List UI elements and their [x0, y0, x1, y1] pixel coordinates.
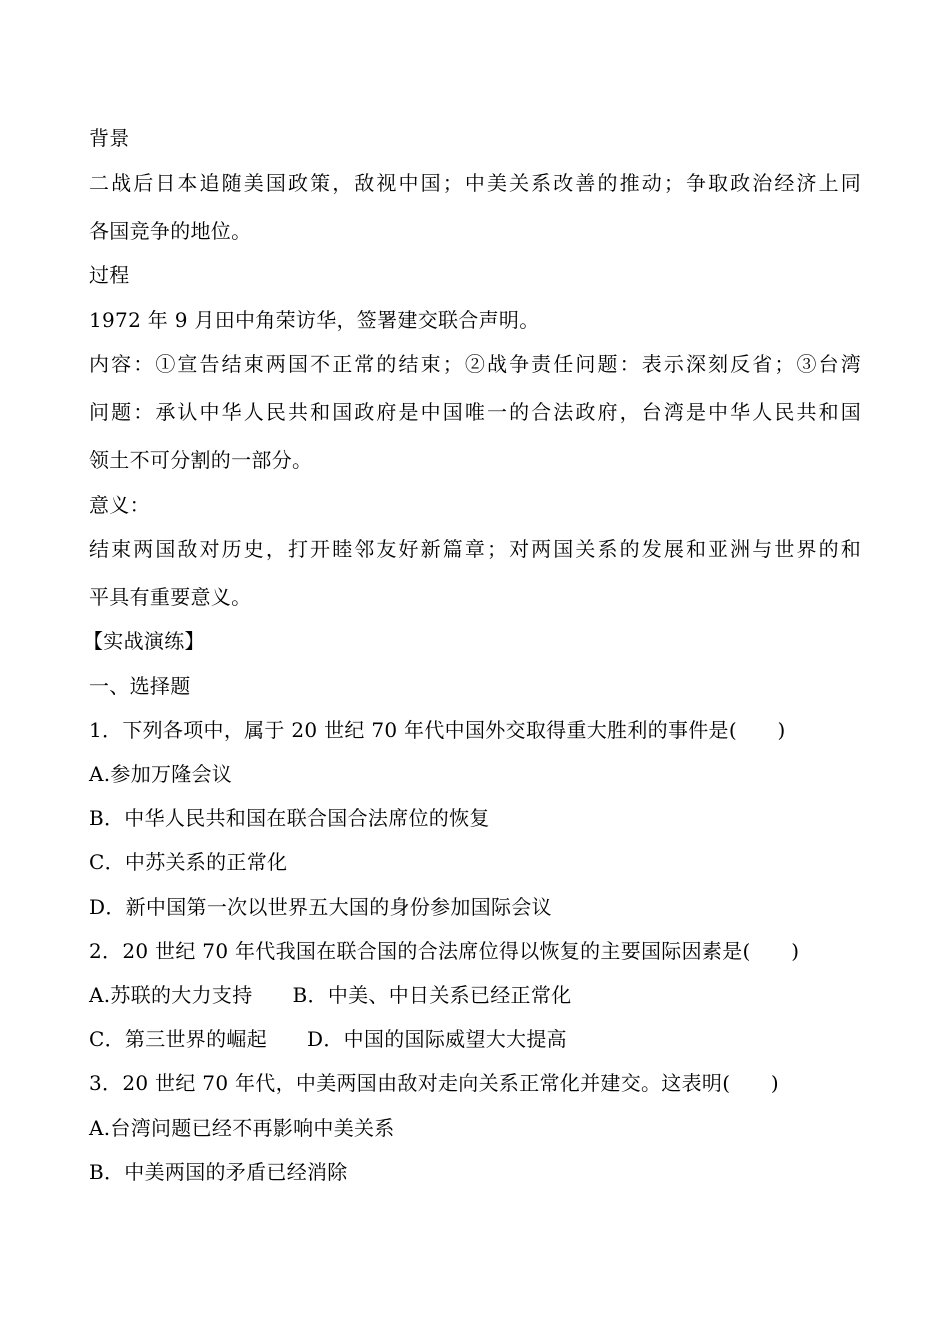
background-text-line-1: 二战后日本追随美国政策，敌视中国；中美关系改善的推动；争取政治经济上同	[89, 171, 861, 195]
question-2-option-c: C．第三世界的崛起	[89, 1027, 268, 1051]
question-2-option-a: A.苏联的大力支持	[89, 983, 253, 1007]
process-content-line-3: 领土不可分割的一部分。	[89, 448, 313, 472]
question-1-option-c: C．中苏关系的正常化	[89, 850, 288, 874]
significance-text-line-1: 结束两国敌对历史，打开睦邻友好新篇章；对两国关系的发展和亚洲与世界的和	[89, 537, 861, 561]
process-heading: 过程	[89, 263, 130, 287]
question-2-stem: 2．20 世纪 70 年代我国在联合国的合法席位得以恢复的主要国际因素是( )	[89, 939, 800, 963]
question-2-option-b: B．中美、中日关系已经正常化	[292, 983, 572, 1007]
process-content-line-1: 内容：①宣告结束两国不正常的结束；②战争责任问题：表示深刻反省；③台湾	[89, 352, 861, 376]
process-content-line-2: 问题：承认中华人民共和国政府是中国唯一的合法政府，台湾是中华人民共和国	[89, 400, 861, 424]
process-event: 1972 年 9 月田中角荣访华，签署建交联合声明。	[89, 308, 540, 332]
practice-title: 【实战演练】	[83, 629, 205, 653]
significance-heading: 意义：	[89, 493, 150, 517]
question-1-stem: 1．下列各项中，属于 20 世纪 70 年代中国外交取得重大胜利的事件是( )	[89, 718, 786, 742]
significance-text-line-2: 平具有重要意义。	[89, 585, 252, 609]
question-2-options-ab	[89, 983, 571, 1007]
question-2-option-d: D．中国的国际威望大大提高	[307, 1027, 567, 1051]
question-3-option-b: B．中美两国的矛盾已经消除	[89, 1160, 348, 1184]
section-heading: 一、选择题	[89, 674, 191, 698]
question-3-stem: 3．20 世纪 70 年代，中美两国由敌对走向关系正常化并建交。这表明( )	[89, 1071, 779, 1095]
background-heading: 背景	[89, 126, 130, 150]
question-2-options-cd	[89, 1027, 567, 1051]
question-1-option-a: A.参加万隆会议	[89, 762, 233, 786]
question-3-option-a: A.台湾问题已经不再影响中美关系	[89, 1116, 395, 1140]
question-1-option-d: D．新中国第一次以世界五大国的身份参加国际会议	[89, 895, 552, 919]
question-1-option-b: B．中华人民共和国在联合国合法席位的恢复	[89, 806, 490, 830]
background-text-line-2: 各国竞争的地位。	[89, 219, 252, 243]
